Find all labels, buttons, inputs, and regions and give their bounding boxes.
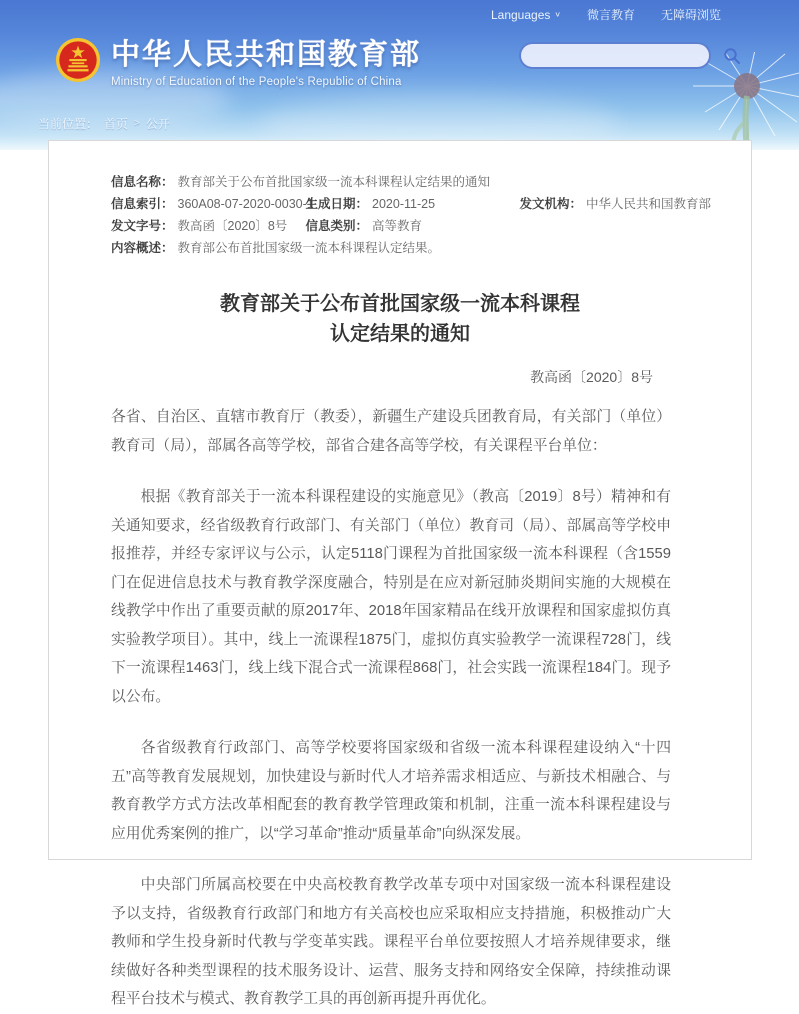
top-utility-bar bbox=[491, 6, 721, 23]
search-input[interactable] bbox=[521, 44, 719, 67]
chevron-down-icon: ∨ bbox=[554, 10, 561, 19]
document-title bbox=[49, 289, 751, 349]
accessibility-link[interactable]: 无障碍浏览 bbox=[660, 8, 721, 22]
site-logo[interactable] bbox=[55, 32, 421, 88]
meta-agency-label: 发文机构： bbox=[519, 197, 582, 211]
document-paragraph-2: 各省级教育行政部门、高等学校要将国家级和省级一流本科课程建设纳入“十四五”高等教育发展规划，加快建设与新时代人才培养需求相适应、与新技术相融合、与教育教学方式方法改革相配套的教育教学管理政策和机制，注重一流本科课程建设与应用优秀案例的推广，以“学习革命”推动“质量革命”向纵深发展。 bbox=[111, 740, 671, 842]
meta-row-index bbox=[111, 193, 711, 215]
national-emblem-icon bbox=[55, 37, 101, 83]
search-button[interactable] bbox=[719, 45, 745, 67]
document-title-line2: 认定结果的通知 bbox=[330, 323, 470, 345]
document-number: 教高函〔2020〕8号 bbox=[530, 369, 653, 385]
breadcrumb-current-link[interactable]: 公开 bbox=[145, 117, 170, 131]
document-title-line1: 教育部关于公布首批国家级一流本科课程 bbox=[220, 293, 580, 315]
meta-agency-value: 中华人民共和国教育部 bbox=[585, 197, 711, 211]
breadcrumb-label: 当前位置： bbox=[38, 117, 99, 131]
meta-name-label: 信息名称： bbox=[111, 175, 174, 189]
meta-category-label: 信息类别： bbox=[305, 219, 369, 233]
document-meta bbox=[49, 141, 751, 259]
document-paragraph-3: 中央部门所属高校要在中央高校教育教学改革专项中对国家级一流本科课程建设予以支持，省级教育行政部门和地方有关高校也应采取相应支持措施，积极推动广大教师和学生投身新时代教与学变革实践。课程平台单位要按照人才培养规律要求，继续做好各种类型课程的技术服务设计、运营、服务支持和网络安全保障，持续推动课程平台技术与模式、教育教学工具的再创新再提升再优化。 bbox=[111, 877, 671, 1007]
meta-row-docno bbox=[111, 215, 711, 237]
meta-summary-label: 内容概述： bbox=[111, 241, 174, 255]
meta-row-name bbox=[111, 171, 711, 193]
document-card bbox=[48, 140, 752, 1007]
site-search bbox=[519, 42, 711, 69]
site-header bbox=[0, 0, 799, 150]
site-subtitle: Ministry of Education of the People's Republic of China bbox=[111, 76, 402, 88]
meta-summary-value: 教育部公布首批国家级一流本科课程认定结果。 bbox=[177, 241, 441, 255]
meta-index-value: 360A08-07-2020-0030-1 bbox=[177, 197, 314, 211]
weiyan-education-link[interactable]: 微言教育 bbox=[586, 8, 635, 22]
breadcrumb-home-link[interactable]: 首页 bbox=[104, 117, 129, 131]
site-title: 中华人民共和国教育部 bbox=[111, 39, 422, 71]
meta-date-label: 生成日期： bbox=[305, 197, 369, 211]
document-salutation: 各省、自治区、直辖市教育厅（教委），新疆生产建设兵团教育局，有关部门（单位）教育司（局），部属各高等学校，部省合建各高等学校，有关课程平台单位： bbox=[111, 409, 671, 454]
languages-menu[interactable] bbox=[491, 8, 561, 22]
meta-index-label: 信息索引： bbox=[111, 197, 174, 211]
document-paragraph-1: 根据《教育部关于一流本科课程建设的实施意见》（教高〔2019〕8号）精神和有关通知要求，经省级教育行政部门、有关部门（单位）教育司（局）、部属高等学校申报推荐，并经专家评议与公示，认定5118门课程为首批国家级一流本科课程（含1559门在促进信息技术与教育教学深度融合，特别是在应对新冠肺炎期间实施的大规模在线教学中作出了重要贡献的原2017年、2018年国家精品在线开放课程和国家虚拟仿真实验教学项目）。其中，线上一流课程1875门，虚拟仿真实验教学一流课程728门，线下一流课程1463门，线上线下混合式一流课程868门，社会实践一流课程184门。现予以公布。 bbox=[111, 489, 671, 705]
languages-label: Languages bbox=[490, 7, 551, 22]
meta-row-summary bbox=[111, 237, 711, 259]
breadcrumb-separator-icon: > bbox=[134, 118, 140, 129]
meta-category-value: 高等教育 bbox=[372, 219, 423, 233]
meta-docno-label: 发文字号： bbox=[111, 219, 174, 233]
meta-name-value: 教育部关于公布首批国家级一流本科课程认定结果的通知 bbox=[177, 175, 491, 189]
search-icon bbox=[723, 47, 741, 65]
meta-docno-value: 教高函〔2020〕8号 bbox=[177, 219, 288, 233]
breadcrumb bbox=[38, 115, 170, 132]
site-title-block bbox=[111, 32, 421, 88]
document-body bbox=[49, 387, 751, 1014]
meta-date-value: 2020-11-25 bbox=[372, 197, 436, 211]
